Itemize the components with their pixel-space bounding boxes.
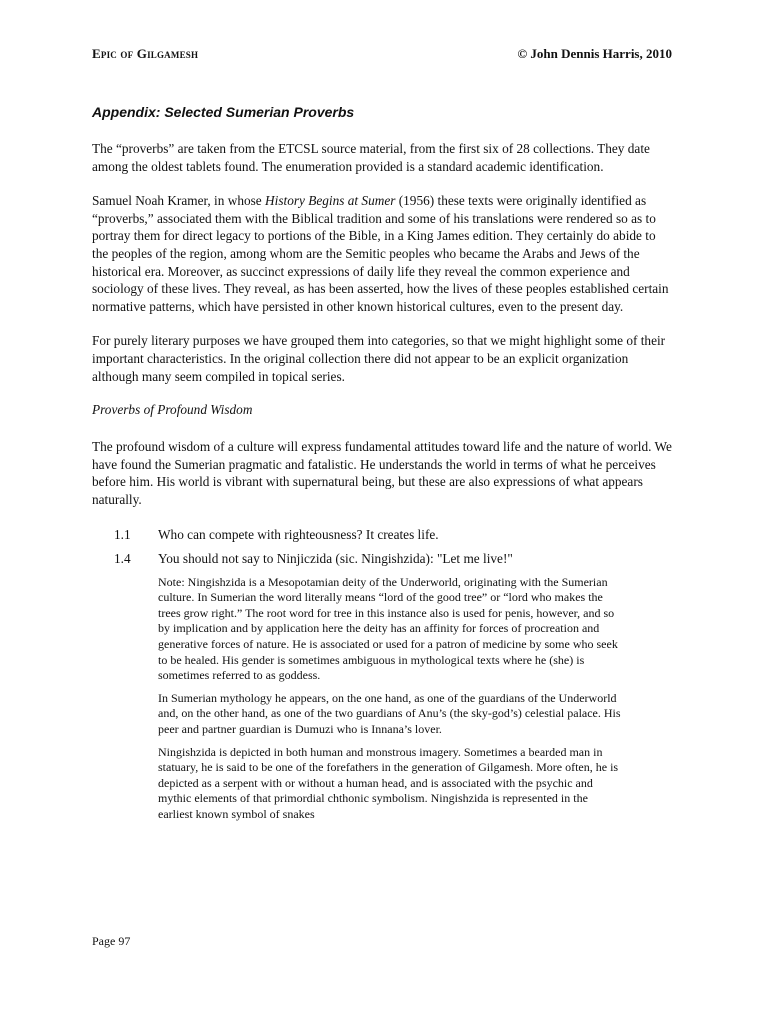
note-paragraph: Ningishzida is depicted in both human and monstrous imagery. Sometimes a bearded man in statuary, he is said to be one of the forefathers in the generation of Gilgamesh. More often, he is depicted as a serpent with or without a human head, and is associated with the psychic and mythic elements of that primordial chthonic symbolism. Ningishzida is represented in the earliest known symbol of snakes	[158, 744, 619, 821]
proverb-item	[92, 550, 672, 568]
header-book-title: Epic of Gilgamesh	[92, 46, 199, 61]
intro-paragraph: The “proverbs” are taken from the ETCSL source material, from the first six of 28 collections. They date among the oldest tablets found. The enumeration provided is a standard academic identification.	[92, 141, 650, 174]
proverb-text: You should not say to Ninjiczida (sic. Ningishzida): "Let me live!"	[158, 551, 513, 567]
kramer-paragraph	[92, 192, 672, 315]
proverb-item	[92, 526, 672, 544]
note-paragraph: Note: Ningishzida is a Mesopotamian deity of the Underworld, originating with the Sumerian culture. In Sumerian the word literally means “lord of the good tree” or “lord who makes the trees grow right.” The root word for tree in this instance also is used for penis, however, and so by implication and by application here the deity has an affinity for forces of procreation and generative forces of nature. He is associated or used for a patron of medicine by some who seek to be healed. His gender is sometimes ambiguous in mythological texts where he (she) is sometimes referred to as goddess.	[158, 574, 618, 683]
proverb-number: 1.4	[114, 551, 131, 567]
proverb-text: Who can compete with righteousness? It creates life.	[158, 526, 439, 542]
book-title: History Begins at Sumer	[265, 193, 396, 209]
page-content	[92, 104, 672, 830]
grouping-paragraph: For purely literary purposes we have grouped them into categories, so that we might highlight some of their important characteristics. In the original collection there did not appear to be an explicit organization although many seem compiled in topical series.	[92, 333, 666, 384]
note-block	[158, 575, 624, 823]
header-copyright: © John Dennis Harris, 2010	[517, 46, 672, 61]
kramer-text-before: Samuel Noah Kramer, in whose	[92, 193, 266, 209]
page-number: Page 97	[92, 934, 131, 948]
appendix-title: Appendix: Selected Sumerian Proverbs	[92, 104, 355, 120]
kramer-text-after: (1956) these texts were originally identified as “proverbs,” associated them with the Biblical tradition and some of his translations were rendered so as to portray them for direct legacy to portions of the Bible, in a King James edition. They certainly do abide to the peoples of the region, among whom are the Semitic peoples who became the Arabs and Jews of the historical era. Moreover, as succinct expressions of daily life they reveal the common experience and sociology of these lives. They reveal, as has been asserted, how the lives of these peoples established certain normative patterns, which have persisted in other known historical cultures, even to the present day.	[92, 193, 669, 314]
note-paragraph: In Sumerian mythology he appears, on the one hand, as one of the guardians of the Underworld and, on the other hand, as one of the two guardians of Anu’s (the sky-god’s) celestial palace. His peer and partner guardian is Dumuzi who is Innana’s lover.	[158, 690, 621, 737]
proverb-number: 1.1	[114, 526, 131, 542]
section-title: Proverbs of Profound Wisdom	[92, 402, 253, 418]
section-intro: The profound wisdom of a culture will express fundamental attitudes toward life and the nature of world. We have found the Sumerian pragmatic and fatalistic. He understands the world in terms of what he perceives before him. His world is vibrant with supernatural being, but these are also expressions of what appears naturally.	[92, 439, 672, 507]
